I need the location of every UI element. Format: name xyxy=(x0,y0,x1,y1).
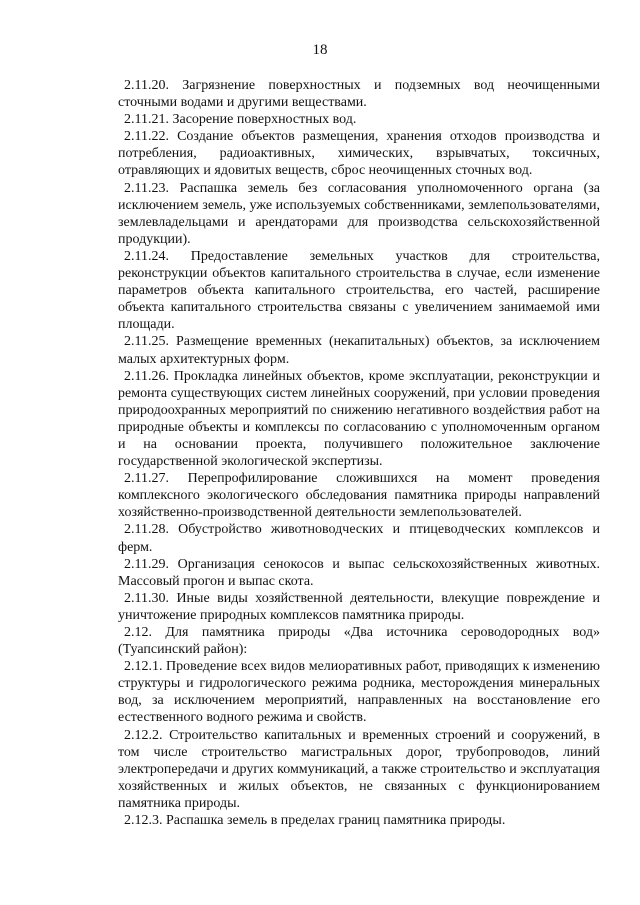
paragraph-2-11-30: 2.11.30. Иные виды хозяйственной деятельности, влекущие повреждение и уничтожение природных комплексов памятника природы. xyxy=(118,590,600,623)
paragraph-2-11-26: 2.11.26. Прокладка линейных объектов, кроме эксплуатации, реконструкции и ремонта существующих систем линейных сооружений, при условии проведения природоохранных мероприятий по снижению негативного воздействия работ на природные объекты и комплексы по согласованию с уполномоченным органом и на основании проекта, получившего положительное заключение государственной экологической экспертизы. xyxy=(118,368,600,470)
paragraph-2-12-3: 2.12.3. Распашка земель в пределах границ памятника природы. xyxy=(124,813,506,829)
paragraph-2-11-29: 2.11.29. Организация сенокосов и выпас сельскохозяйственных животных. Массовый прогон и выпас скота. xyxy=(118,556,600,589)
page-number: 18 xyxy=(312,42,328,58)
document-body xyxy=(118,77,600,829)
paragraph-2-11-27: 2.11.27. Перепрофилирование сложившихся на момент проведения комплексного экологического обследования памятника природы направлений хозяйственно-производственной деятельности землепользователей. xyxy=(118,471,600,521)
paragraph-2-11-24: 2.11.24. Предоставление земельных участков для строительства, реконструкции объектов капитального строительства в случае, если изменение параметров объекта капитального строительства, его частей, расширение объекта капитального строительства связаны с увеличением занимаемой ими площади. xyxy=(118,248,600,333)
paragraph-2-12-1: 2.12.1. Проведение всех видов мелиоративных работ, приводящих к изменению структуры и гидрологического режима родника, месторождения минеральных вод, за исключением мероприятий, направленных на восстановление его естественного водного режима и свойств. xyxy=(118,659,600,726)
paragraph-2-11-21: 2.11.21. Засорение поверхностных вод. xyxy=(124,112,357,128)
paragraph-2-11-20: 2.11.20. Загрязнение поверхностных и подземных вод неочищенными сточными водами и другими веществами. xyxy=(118,78,600,111)
paragraph-2-11-22: 2.11.22. Создание объектов размещения, хранения отходов производства и потребления, радиоактивных, химических, взрывчатых, токсичных, отравляющих и ядовитых веществ, сброс неочищенных сточных вод. xyxy=(118,129,600,179)
paragraph-2-11-25: 2.11.25. Размещение временных (некапитальных) объектов, за исключением малых архитектурных форм. xyxy=(118,334,600,367)
paragraph-2-12-2: 2.12.2. Строительство капитальных и временных строений и сооружений, в том числе строительство магистральных дорог, трубопроводов, линий электропередачи и других коммуникаций, а также строительство и эксплуатация хозяйственных и жилых объектов, не связанных с функционированием памятника природы. xyxy=(118,727,600,811)
paragraph-2-12: 2.12. Для памятника природы «Два источника сероводородных вод» (Туапсинский район): xyxy=(118,625,600,658)
paragraph-2-11-23: 2.11.23. Распашка земель без согласования уполномоченного органа (за исключением земель, уже используемых собственниками, землепользователями, землевладельцами и арендаторами для производства сельскохозяйственной продукции). xyxy=(118,180,600,247)
paragraph-2-11-28: 2.11.28. Обустройство животноводческих и птицеводческих комплексов и ферм. xyxy=(118,522,600,555)
